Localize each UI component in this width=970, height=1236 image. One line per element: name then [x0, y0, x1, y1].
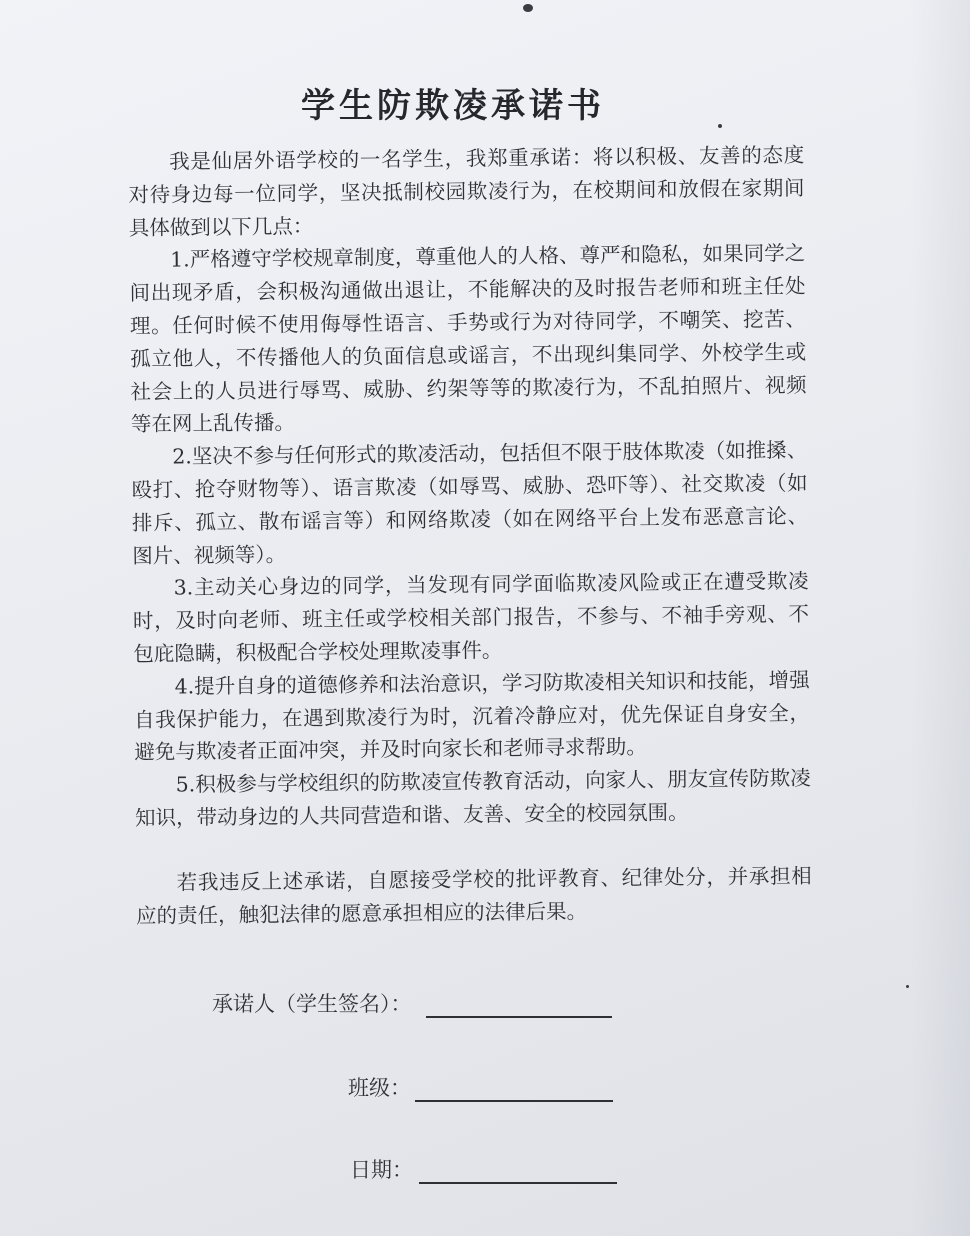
- document-title: 学生防欺凌承诺书: [301, 86, 605, 126]
- signer-signature-row: [212, 988, 612, 1018]
- paper-edge-shadow: [910, 0, 970, 1236]
- pledge-item-3: 3.主动关心身边的同学，当发现有同学面临欺凌风险或正在遭受欺凌时，及时向老师、班主任或学校相关部门报告，不参与、不袖手旁观、不包庇隐瞒，积极配合学校处理欺凌事件。: [132, 569, 810, 666]
- signer-label: 承诺人（学生签名）：: [212, 992, 412, 1016]
- class-row: [348, 1072, 613, 1102]
- class-label: 班级：: [348, 1076, 411, 1100]
- intro-paragraph: 我是仙居外语学校的一名学生，我郑重承诺：将以积极、友善的态度对待身边每一位同学，坚决抵制校园欺凌行为，在校期间和放假在家期间具体做到以下几点：: [128, 142, 805, 240]
- date-label: 日期：: [350, 1158, 413, 1182]
- closing-paragraph: 若我违反上述承诺，自愿接受学校的批评教育、纪律处分，并承担相应的责任，触犯法律的愿意承担相应的法律后果。: [135, 863, 812, 928]
- pledge-item-1: 1.严格遵守学校规章制度，尊重他人的人格、尊严和隐私，如果同学之间出现矛盾，会积极沟通做出退让，不能解决的及时报告老师和班主任处理。任何时候不使用侮辱性语言、手势或行为对待同学，不嘲笑、挖苦、孤立他人，不传播他人的负面信息或谣言，不出现纠集同学、外校学生或社会上的人员进行辱骂、威胁、约架等等的欺凌行为，不乱拍照片、视频等在网上乱传播。: [129, 241, 807, 437]
- date-row: [350, 1154, 617, 1184]
- pledge-item-5: 5.积极参与学校组织的防欺凌宣传教育活动，向家人、朋友宣传防欺凌知识，带动身边的人共同营造和谐、友善、安全的校园氛围。: [134, 766, 811, 830]
- document-body: [128, 139, 812, 932]
- paper-speck: [523, 4, 533, 12]
- class-blank-line[interactable]: [415, 1076, 613, 1102]
- pledge-item-4: 4.提升自身的道德修养和法治意识，学习防欺凌相关知识和技能，增强自我保护能力，在遇到欺凌行为时，沉着冷静应对，优先保证自身安全，避免与欺凌者正面冲突，并及时向家长和老师寻求帮助。: [133, 667, 811, 765]
- pledge-item-2: 2.坚决不参与任何形式的欺凌活动，包括但不限于肢体欺凌（如推搡、殴打、抢夺财物等）、语言欺凌（如辱骂、威胁、恐吓等）、社交欺凌（如排斥、孤立、散布谣言等）和网络欺凌（如在网络平台上发布恶意言论、图片、视频等）。: [131, 438, 809, 568]
- paper-speck: [906, 985, 909, 988]
- signer-signature-line[interactable]: [426, 992, 612, 1018]
- date-blank-line[interactable]: [419, 1158, 617, 1184]
